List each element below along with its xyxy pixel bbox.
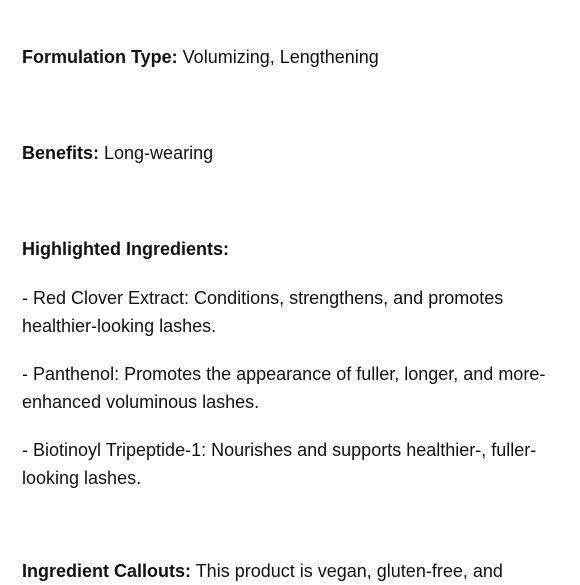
ingredient-list <box>22 284 562 512</box>
list-item-biotinoyl: - Biotinoyl Tripeptide-1: Nourishes and supports healthier-, fuller-looking lashes. <box>22 440 537 488</box>
list-item-panthenol: - Panthenol: Promotes the appearance of fuller, longer, and more-enhanced voluminous lashes. <box>22 364 546 412</box>
ingredient-callouts-label: Ingredient Callouts: <box>22 561 192 581</box>
benefits-value: Long-wearing <box>99 143 214 163</box>
highlighted-ingredients-label: Highlighted Ingredients: <box>22 239 229 259</box>
highlighted-ingredients-heading <box>22 235 229 263</box>
list-item-red-clover: - Red Clover Extract: Conditions, strengthens, and promotes healthier-looking lashes. <box>22 288 504 336</box>
formulation-type-row <box>22 43 379 71</box>
ingredient-callouts-value: This product is vegan, gluten-free, and <box>191 561 503 581</box>
ingredient-callouts-row <box>22 557 503 585</box>
formulation-type-value: Volumizing, Lengthening <box>177 47 379 67</box>
benefits-row <box>22 139 213 167</box>
benefits-label: Benefits: <box>22 143 100 163</box>
formulation-type-label: Formulation Type: <box>22 47 178 67</box>
